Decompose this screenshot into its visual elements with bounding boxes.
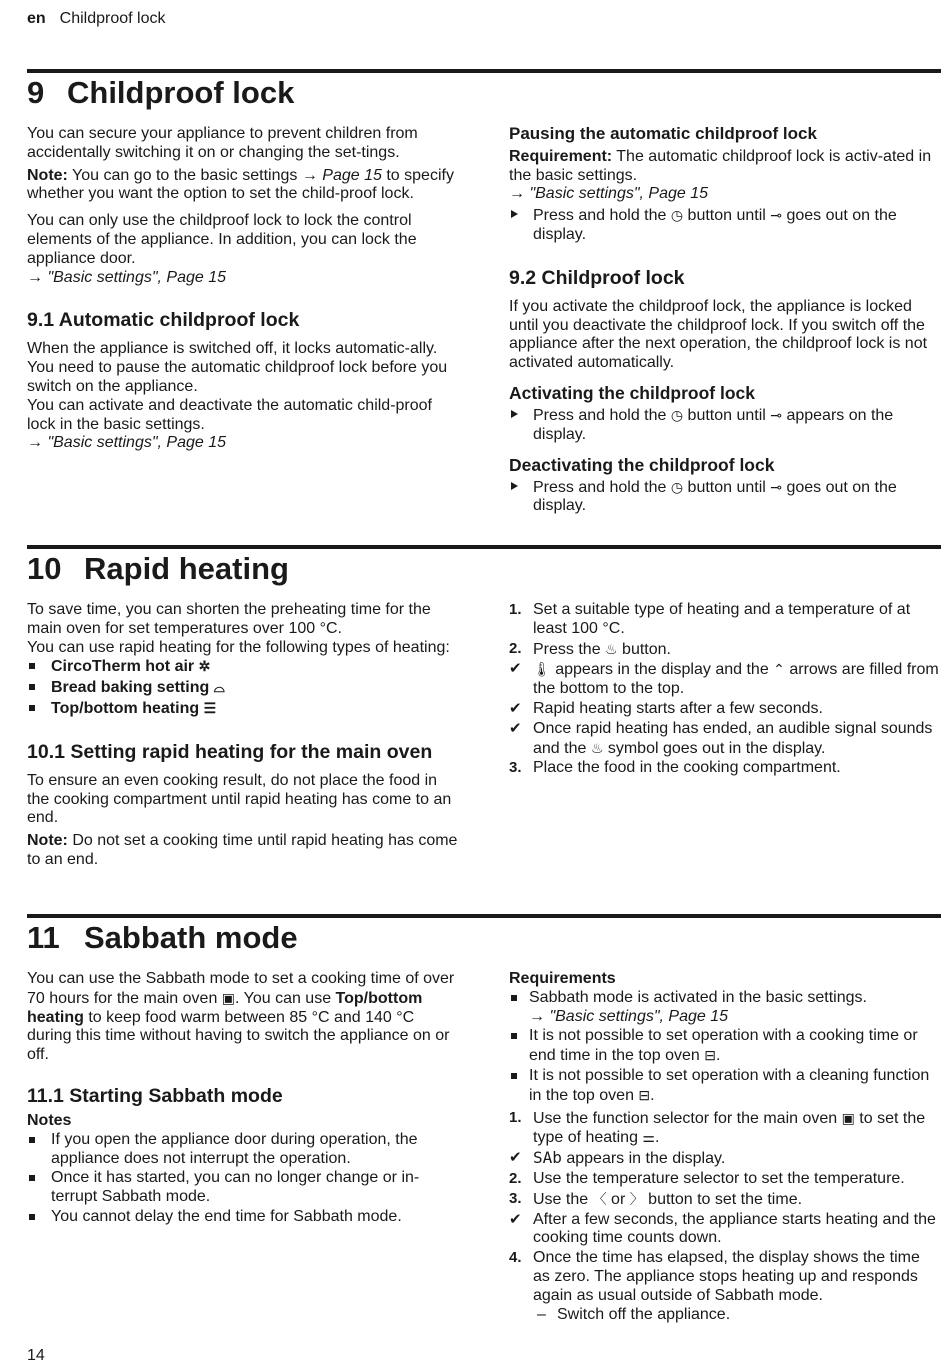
result-text: Once rapid heating has ended, an audible signal sounds and the xyxy=(533,719,933,757)
step-text: Use the function selector for the main oven xyxy=(533,1109,842,1127)
arrow-icon: → xyxy=(27,268,43,286)
check-icon: ✔ xyxy=(509,1149,522,1167)
clock-icon: ◷ xyxy=(670,207,684,224)
list-item xyxy=(509,989,941,1027)
note-label: Note: xyxy=(27,832,68,850)
step-text: button until xyxy=(683,207,771,225)
step-text: Set a suitable type of heating and a temperature of at least 100 °C. xyxy=(533,601,911,637)
note-text: Once it has started, you can no longer change or in-terrupt Sabbath mode. xyxy=(51,1169,420,1206)
chevron-left-icon: 〈 xyxy=(592,1190,607,1207)
bullet-square-icon xyxy=(29,1137,35,1143)
list-item xyxy=(509,700,941,719)
list-item xyxy=(509,1109,941,1149)
heating-types xyxy=(27,657,461,718)
ref-text: "Basic settings", Page 15 xyxy=(47,434,227,452)
list-item xyxy=(509,1027,941,1066)
notes-list xyxy=(27,1131,461,1227)
s10-p2: You can use rapid heating for the following types of heating: xyxy=(27,638,450,656)
list-item xyxy=(509,1190,941,1210)
section-rule xyxy=(27,914,941,918)
step-text: Use the temperature selector to set the temperature. xyxy=(533,1169,905,1187)
key-icon: ⊸ xyxy=(770,406,782,423)
deactivate-title: Deactivating the childproof lock xyxy=(509,454,775,475)
rapid-heat-icon: ♨ xyxy=(590,739,604,756)
check-icon: ✔ xyxy=(509,719,522,737)
req-text: . xyxy=(650,1086,655,1104)
list-item xyxy=(509,1170,941,1189)
bullet-square-icon xyxy=(29,684,35,690)
s9-intro1: You can secure your appliance to prevent children from accidentally switching it on or changing the set-tings. xyxy=(27,125,418,161)
step-number: 3. xyxy=(509,1189,522,1207)
section-title-text: Childproof lock xyxy=(67,75,295,110)
s10-p1: To save time, you can shorten the preheating time for the main oven for set temperatures over 100 °C. xyxy=(27,601,431,637)
step-text: button to set the time. xyxy=(643,1190,803,1208)
chevron-right-icon: 〉 xyxy=(629,1190,644,1207)
body-bold: Top/bottom heating xyxy=(27,989,423,1026)
running-header xyxy=(27,10,166,28)
result-text: Rapid heating starts after a few seconds. xyxy=(533,699,823,717)
bullet-square-icon xyxy=(511,995,517,1001)
bullet-square-icon xyxy=(29,663,35,669)
list-item xyxy=(509,720,941,759)
page-number: 14 xyxy=(27,1347,45,1364)
list-item xyxy=(509,1211,941,1249)
section-number: 11 xyxy=(27,920,60,955)
list-item xyxy=(27,699,461,719)
list-item xyxy=(27,1131,461,1169)
key-icon: ⊸ xyxy=(770,478,782,495)
clock-icon: ◷ xyxy=(670,406,684,423)
step-text: to set the type of heating xyxy=(533,1109,926,1147)
result-text: arrows are filled from the bottom to the top. xyxy=(533,661,939,698)
s11-left-column xyxy=(27,970,461,1228)
section-11-title xyxy=(27,920,298,956)
s91-p1: When the appliance is switched off, it locks automatic-ally. You need to pause the automatic childproof lock before you switch on the appliance. xyxy=(27,340,448,395)
s9-left-column xyxy=(27,125,461,457)
check-icon: ✔ xyxy=(509,1210,522,1228)
list-item xyxy=(509,640,941,660)
sub-step-text: Switch off the appliance. xyxy=(557,1305,731,1323)
s101-p: To ensure an even cooking result, do not place the food in the cooking compartment until rapid heating has come to an end. xyxy=(27,771,452,827)
note-text: Do not set a cooking time until rapid heating has come to an end. xyxy=(27,832,458,868)
requirements-list xyxy=(509,989,941,1106)
check-icon: ✔ xyxy=(509,699,522,717)
step-text: Press and hold the xyxy=(533,478,671,496)
top-bottom-heat-icon: ☰ xyxy=(203,699,217,716)
step-text: goes out on the display. xyxy=(533,207,897,243)
step-number: 1. xyxy=(509,601,522,618)
notes-label: Notes xyxy=(27,1111,72,1129)
s9-note xyxy=(27,167,461,205)
s91-p2: You can activate and deactivate the automatic child-proof lock in the basic settings. xyxy=(27,396,432,433)
ref-text: "Basic settings", Page 15 xyxy=(529,185,709,203)
type-label: Bread baking setting xyxy=(51,679,210,697)
main-oven-icon: ▣ xyxy=(221,989,236,1006)
req-text: It is not possible to set operation with a cleaning function in the top oven xyxy=(529,1066,930,1104)
main-oven-icon: ▣ xyxy=(841,1109,855,1126)
bottom-heat-icon: ⚌ xyxy=(642,1129,655,1146)
step-text: appears on the display. xyxy=(533,406,894,443)
bullet-triangle-icon xyxy=(511,482,518,490)
section-10-title xyxy=(27,551,289,587)
body-text: . You can use xyxy=(235,989,336,1007)
list-item xyxy=(27,1169,461,1207)
running-title: Childproof lock xyxy=(59,10,166,27)
s91-ref[interactable] xyxy=(27,434,461,453)
activate-title: Activating the childproof lock xyxy=(509,382,755,403)
step-text: button. xyxy=(617,640,671,658)
step-text: button until xyxy=(683,478,771,496)
list-item xyxy=(509,660,941,699)
note-text: If you open the appliance door during operation, the appliance does not interrupt the operation. xyxy=(51,1130,418,1167)
bullet-square-icon xyxy=(29,705,35,711)
step-number: 2. xyxy=(509,639,522,657)
top-oven-icon: ⊟ xyxy=(638,1086,651,1103)
section-9-title xyxy=(27,75,294,111)
sabbath-steps xyxy=(509,1109,941,1325)
pause-ref[interactable] xyxy=(509,185,941,204)
section-title-text: Sabbath mode xyxy=(84,920,298,955)
s92-title: 9.2 Childproof lock xyxy=(509,266,685,289)
key-icon: ⊸ xyxy=(770,207,782,224)
result-text: appears in the display. xyxy=(561,1150,726,1168)
page-ref-link[interactable]: Page 15 xyxy=(322,166,382,184)
bullet-square-icon xyxy=(511,1073,517,1079)
chevron-up-icon: ⌃ xyxy=(773,661,785,678)
list-item xyxy=(27,1208,461,1227)
bullet-triangle-icon xyxy=(511,210,518,218)
s10-right-column xyxy=(509,601,941,779)
section-rule xyxy=(27,545,941,549)
note-text: You can go to the basic settings xyxy=(67,166,302,184)
section-rule xyxy=(27,69,941,73)
bullet-square-icon xyxy=(29,1175,35,1181)
arrow-icon: → xyxy=(27,434,43,452)
list-item xyxy=(509,601,941,639)
result-text: symbol goes out in the display. xyxy=(603,739,826,757)
note-text: to specify whether you want the option to set the child-proof lock. xyxy=(27,166,454,203)
list-item xyxy=(509,478,941,517)
section-title-text: Rapid heating xyxy=(84,551,289,586)
s11-right-column xyxy=(509,970,941,1325)
list-item xyxy=(27,657,461,677)
step-number: 2. xyxy=(509,1169,522,1187)
note-label: Note: xyxy=(27,166,68,184)
language-code: en xyxy=(27,10,46,27)
requirements-label: Requirements xyxy=(509,970,616,987)
step-text: Press and hold the xyxy=(533,406,671,424)
s101-title: 10.1 Setting rapid heating for the main oven xyxy=(27,740,433,763)
arrow-icon: → xyxy=(529,1007,545,1025)
step-text: Press the xyxy=(533,640,606,658)
s9-intro2: You can only use the childproof lock to lock the control elements of the appliance. In addition, you can lock the appliance door. xyxy=(27,212,417,267)
body-text: to keep food warm between 85 °C and 140 °C during this time without having to switch the appliance on or off. xyxy=(27,1008,450,1064)
s91-title: 9.1 Automatic childproof lock xyxy=(27,309,300,332)
ref-text: "Basic settings", Page 15 xyxy=(549,1007,729,1025)
list-item xyxy=(509,759,941,778)
rapid-heat-icon: ♨ xyxy=(605,640,618,657)
dash-marker: – xyxy=(537,1305,546,1323)
step-number: 4. xyxy=(509,1249,522,1267)
display-code: SAb xyxy=(533,1148,562,1168)
section-number: 9 xyxy=(27,75,45,110)
step-text: Press and hold the xyxy=(533,207,671,225)
step-text: Use the xyxy=(533,1190,593,1208)
type-label: CircoTherm hot air xyxy=(51,658,195,676)
body-text: You can use the Sabbath mode to set a cooking time of over 70 hours for the main oven xyxy=(27,970,455,1007)
list-item xyxy=(509,1067,941,1106)
rapid-steps xyxy=(509,601,941,778)
req-text: It is not possible to set operation with a cooking time or end time in the top oven xyxy=(529,1027,918,1065)
step-text: Place the food in the cooking compartment. xyxy=(533,759,841,777)
list-item xyxy=(509,206,941,245)
s92-p: If you activate the childproof lock, the appliance is locked until you deactivate the childproof lock. If you switch off the appliance after the next operation, the childproof lock is not activated automatically. xyxy=(509,297,928,372)
list-item xyxy=(509,1249,941,1324)
bullet-square-icon xyxy=(29,1214,35,1220)
arrow-icon: → xyxy=(509,185,525,203)
step-text: goes out on the display. xyxy=(533,478,897,515)
list-item xyxy=(27,678,461,698)
result-text: After a few seconds, the appliance starts heating and the cooking time counts down. xyxy=(533,1210,936,1247)
step-text: button until xyxy=(683,406,771,424)
note-text: You cannot delay the end time for Sabbath mode. xyxy=(51,1207,402,1225)
fan-icon: ✲ xyxy=(198,658,211,675)
result-text: appears in the display and the xyxy=(550,661,774,679)
req-text: . xyxy=(715,1047,721,1065)
activate-steps xyxy=(509,406,941,445)
list-item xyxy=(509,1149,941,1169)
s9-ref1[interactable] xyxy=(27,269,461,288)
bread-icon: ⌓ xyxy=(213,679,225,696)
type-label: Top/bottom heating xyxy=(51,699,200,717)
section-number: 10 xyxy=(27,551,62,586)
req-label: Requirement: xyxy=(509,147,613,165)
s9-right-column xyxy=(509,125,941,517)
s111-title: 11.1 Starting Sabbath mode xyxy=(27,1084,283,1107)
s10-left-column xyxy=(27,601,461,874)
arrow-icon: → xyxy=(301,166,318,184)
pause-requirement xyxy=(509,148,941,186)
list-item xyxy=(509,406,941,445)
pause-steps xyxy=(509,206,941,245)
step-text: . xyxy=(654,1129,660,1147)
s101-note xyxy=(27,832,461,870)
step-number: 3. xyxy=(509,759,522,777)
sub-step xyxy=(533,1306,941,1325)
req-text: The automatic childproof lock is activ-ated in the basic settings. xyxy=(509,147,932,184)
top-oven-icon: ⊟ xyxy=(704,1047,716,1064)
bullet-triangle-icon xyxy=(511,410,518,418)
check-icon: ✔ xyxy=(509,660,522,678)
pause-title: Pausing the automatic childproof lock xyxy=(509,124,817,143)
step-number: 1. xyxy=(509,1108,522,1126)
thermometer-icon: 🌡 xyxy=(533,661,551,678)
bullet-square-icon xyxy=(511,1033,517,1039)
s11-p1 xyxy=(27,970,461,1065)
req-ref[interactable] xyxy=(529,1008,728,1025)
step-text: Once the time has elapsed, the display shows the time as zero. The appliance stops heating up and responds again as usual outside of Sabbath mode. xyxy=(533,1249,920,1304)
clock-icon: ◷ xyxy=(670,478,684,495)
deactivate-steps xyxy=(509,478,941,517)
step-text: or xyxy=(606,1190,630,1208)
ref-text: "Basic settings", Page 15 xyxy=(47,268,227,286)
req-text: Sabbath mode is activated in the basic settings. xyxy=(529,988,867,1006)
